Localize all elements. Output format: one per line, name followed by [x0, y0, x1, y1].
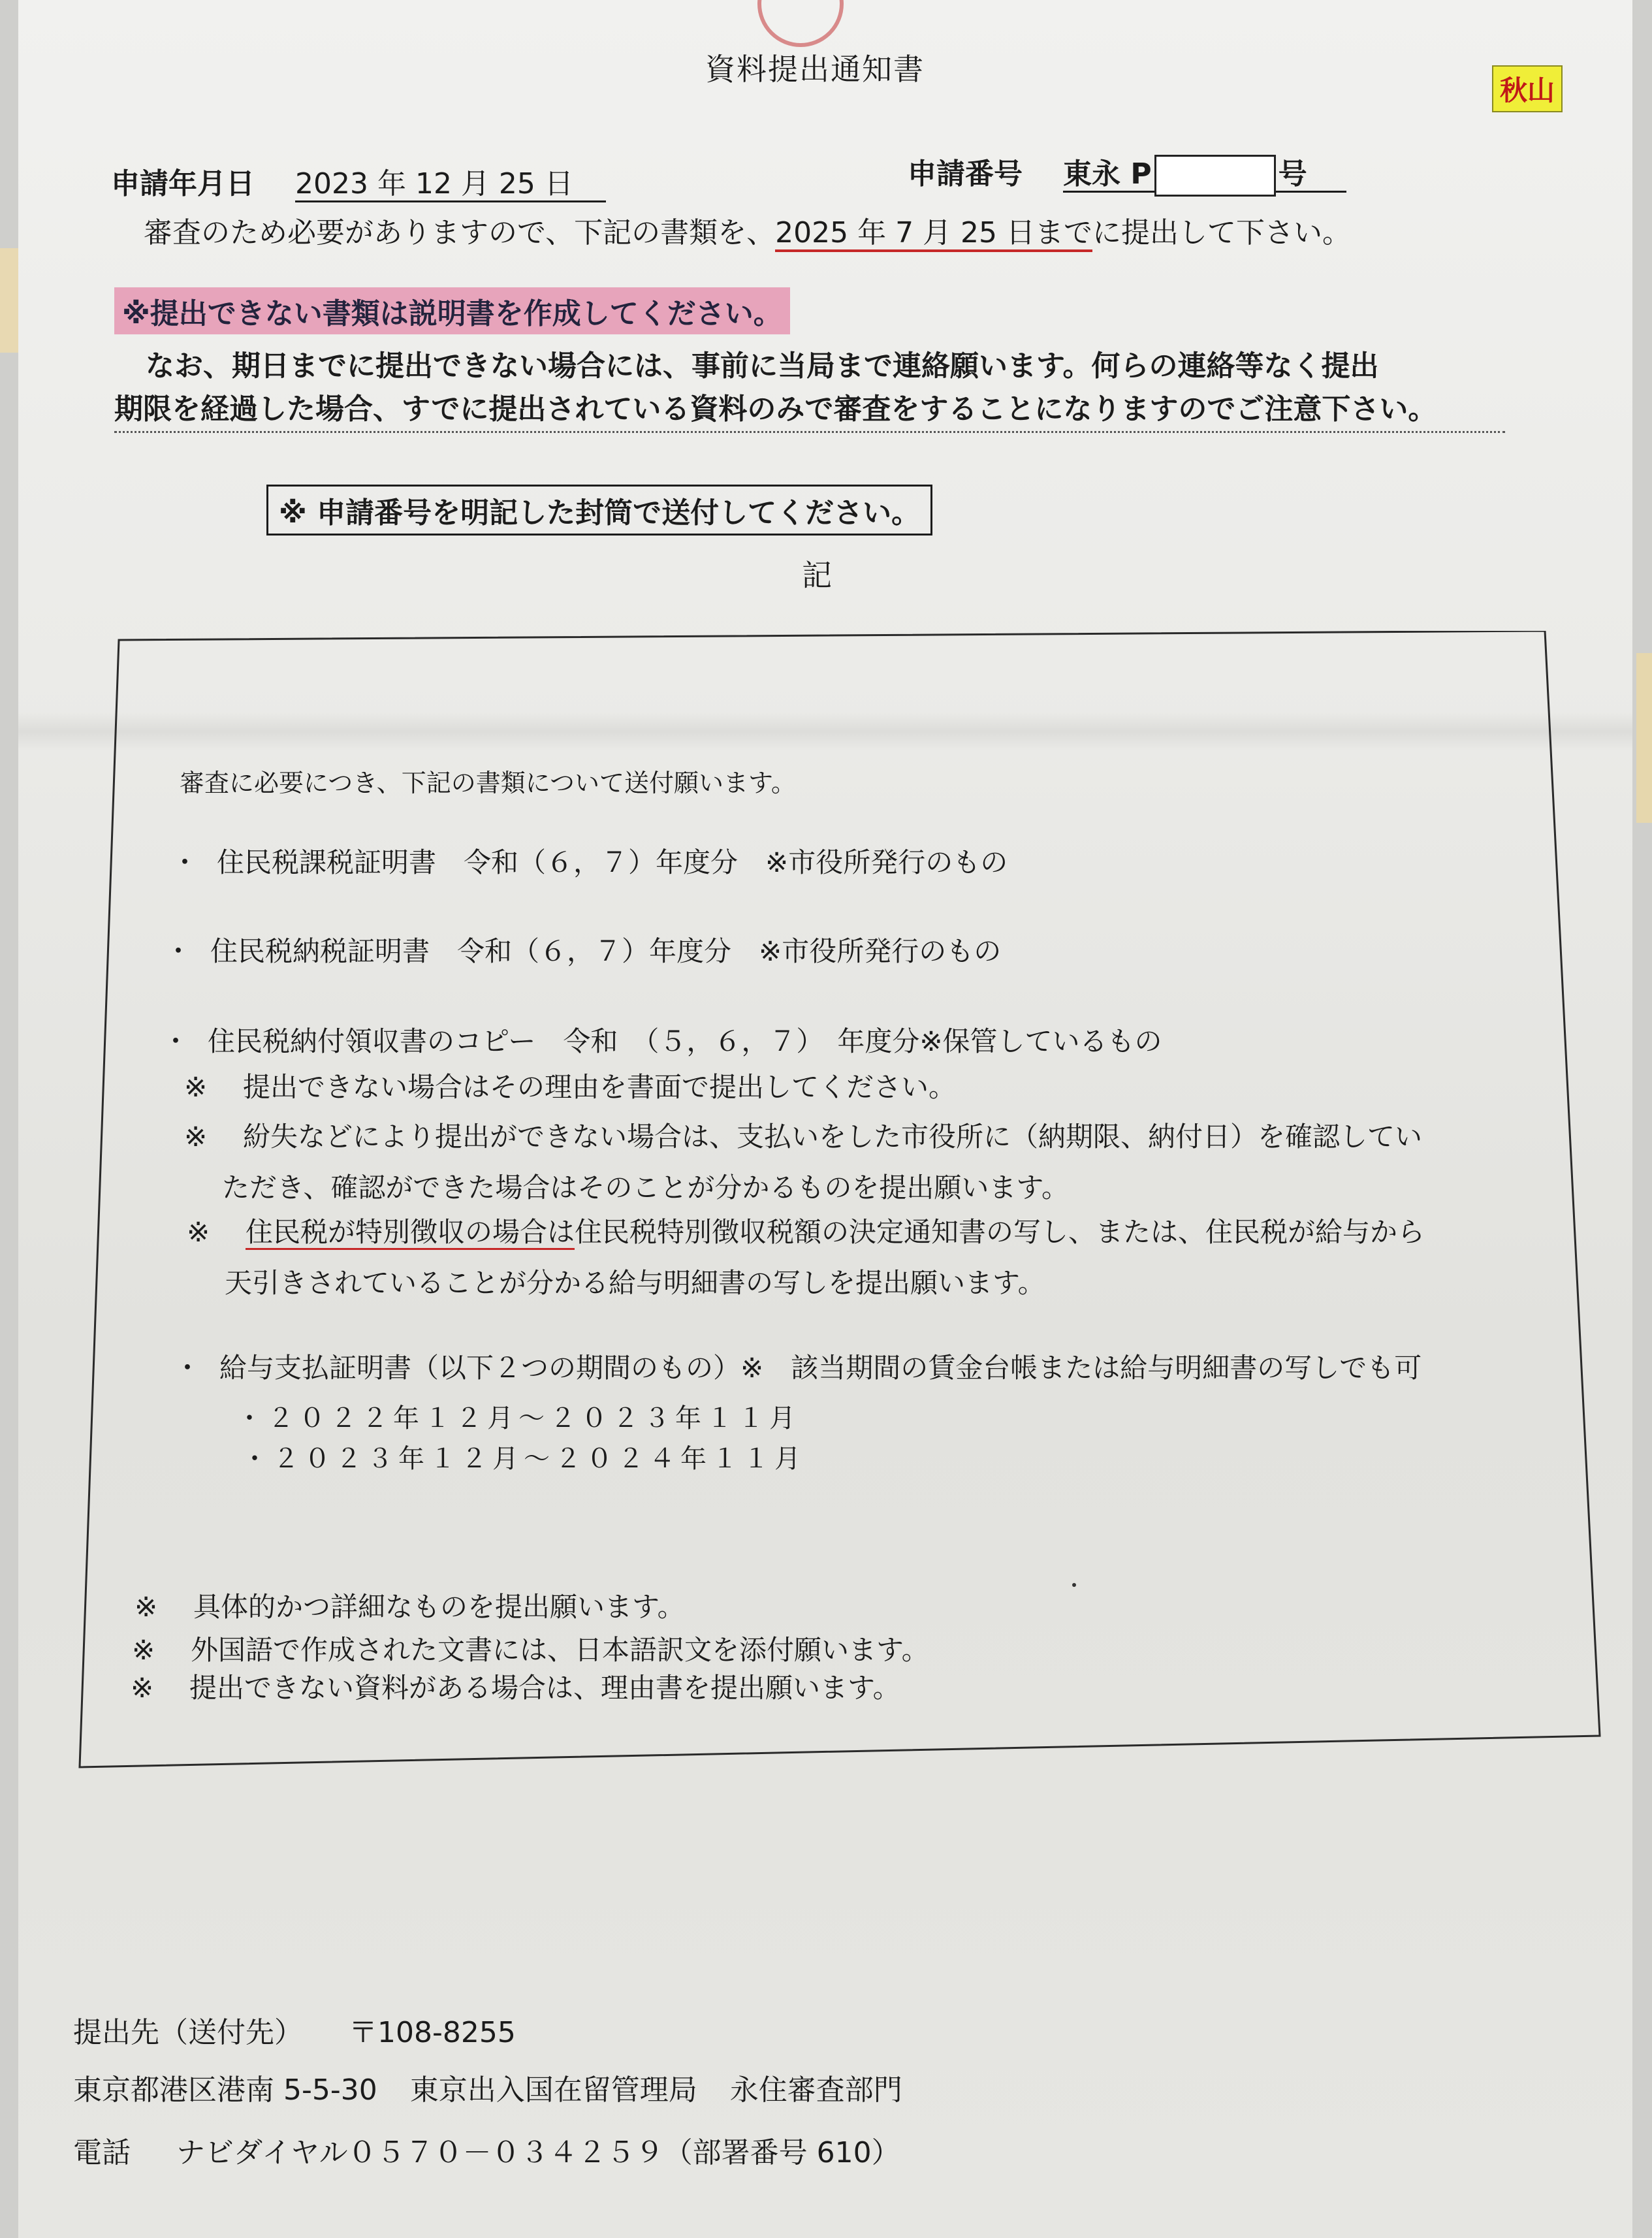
- list-item: [171, 841, 1008, 880]
- highlighted-note: ※提出できない書類は説明書を作成してください。: [114, 287, 790, 334]
- note-mark: ※: [187, 1216, 210, 1248]
- application-date-value: 2023 年 12 月 25 日: [295, 167, 606, 202]
- envelope-edge-left: [0, 248, 20, 353]
- note-text: 具体的かつ詳細なものを提出願います。: [193, 1591, 685, 1623]
- footer-phone: [73, 2129, 900, 2171]
- note-mark: ※: [135, 1591, 158, 1623]
- note-underlined-text: 住民税が特別徴収の場合は: [246, 1216, 575, 1250]
- bullet: ・: [162, 1025, 190, 1057]
- request-paragraph: [144, 209, 1351, 251]
- period-2: ・２０２３年１２月～２０２４年１１月: [242, 1444, 806, 1474]
- contact-line-2: 期限を経過した場合、すでに提出されている資料のみで審査をすることになりますのでご注意下さい。: [114, 388, 1505, 433]
- footer-address: [73, 2066, 902, 2108]
- item-text: 住民税納税証明書 令和（６，７）年度分 ※市役所発行のもの: [210, 935, 1002, 967]
- item-text: 住民税納付領収書のコピー 令和 （５，６，７） 年度分※保管しているもの: [208, 1025, 1162, 1057]
- note-text-continued: ただき、確認ができた場合はそのことが分かるものを提出願います。: [222, 1172, 1069, 1204]
- note-mark: ※: [131, 1672, 154, 1704]
- bottom-note-2: [132, 1629, 929, 1668]
- bottom-note-1: [135, 1586, 685, 1625]
- request-text-end: に提出して下さい。: [1092, 216, 1352, 249]
- note-mark: ※: [184, 1071, 208, 1103]
- request-text-start: 審査のため必要がありますので、下記の書類を、: [144, 216, 776, 249]
- application-number-row: [908, 150, 1346, 197]
- application-number-suffix: 号: [1278, 157, 1307, 191]
- note-text: 紛失などにより提出ができない場合は、支払いをした市役所に（納期限、納付日）を確認してい: [243, 1121, 1423, 1153]
- note-1: [184, 1062, 956, 1113]
- list-item: [162, 1020, 1162, 1059]
- footer-destination: [73, 2009, 516, 2051]
- contact-line-1: なお、期日までに提出できない場合には、事前に当局まで連絡願います。何らの連絡等なく提出: [146, 349, 1379, 383]
- application-number-prefix: 東永 P: [1063, 157, 1152, 191]
- address: 東京都港区港南 5-5-30: [73, 2073, 377, 2107]
- item-text: 給与支払証明書（以下２つの期間のもの）※ 該当期間の賃金台帳または給与明細書の写しでも可: [219, 1352, 1422, 1384]
- paper-fold: [18, 712, 1632, 751]
- note-3: [187, 1207, 1425, 1309]
- period-1: ・２０２２年１２月～２０２３年１１月: [236, 1403, 801, 1433]
- note-mark: ※: [184, 1121, 208, 1153]
- note-text: 住民税特別徴収税額の決定通知書の写し、または、住民税が給与から: [575, 1216, 1425, 1248]
- note-text: 提出できない場合はその理由を書面で提出してください。: [243, 1071, 957, 1103]
- ki-heading: 記: [802, 558, 832, 593]
- bullet: ・: [171, 846, 199, 878]
- requirements-intro: 審査に必要につき、下記の書類について送付願います。: [180, 769, 796, 797]
- list-item: [165, 930, 1001, 969]
- postal-code: 〒108-8255: [349, 2016, 516, 2049]
- list-item-salary: [174, 1347, 1422, 1386]
- bullet: ・: [174, 1352, 202, 1384]
- office-name: 東京出入国在留管理局: [409, 2073, 697, 2107]
- note-text-continued: 天引きされていることが分かる給与明細書の写しを提出願います。: [225, 1267, 1045, 1299]
- destination-label: 提出先（送付先）: [73, 2016, 303, 2049]
- application-date-label: 申請年月日: [111, 167, 255, 200]
- envelope-edge-right: [1636, 653, 1652, 823]
- application-number-value: [1063, 157, 1346, 193]
- bullet: ・: [165, 935, 193, 967]
- document-title: 資料提出通知書: [705, 52, 925, 87]
- phone-label: 電話: [73, 2136, 131, 2169]
- note-2: [184, 1111, 1422, 1213]
- application-number-label: 申請番号: [908, 157, 1023, 191]
- item-text: 住民税課税証明書 令和（６，７）年度分 ※市役所発行のもの: [217, 846, 1008, 878]
- phone-number: ナビダイヤル０５７０－０３４２５９（部署番号 610）: [176, 2136, 900, 2169]
- department-name: 永住審査部門: [729, 2073, 902, 2107]
- bottom-note-3: [131, 1667, 900, 1706]
- name-sticker: 秋山: [1492, 65, 1563, 112]
- note-mark: ※: [132, 1634, 155, 1666]
- deadline-date: 2025 年 7 月 25 日まで: [775, 216, 1092, 252]
- speck: [1072, 1583, 1076, 1587]
- contact-paragraph: [114, 345, 1525, 433]
- note-text: 提出できない資料がある場合は、理由書を提出願います。: [189, 1672, 900, 1704]
- redaction-box: [1154, 155, 1276, 197]
- envelope-note-box: ※ 申請番号を明記した封筒で送付してください。: [266, 485, 932, 536]
- note-text: 外国語で作成された文書には、日本語訳文を添付願います。: [191, 1634, 929, 1666]
- application-date-row: [111, 160, 606, 202]
